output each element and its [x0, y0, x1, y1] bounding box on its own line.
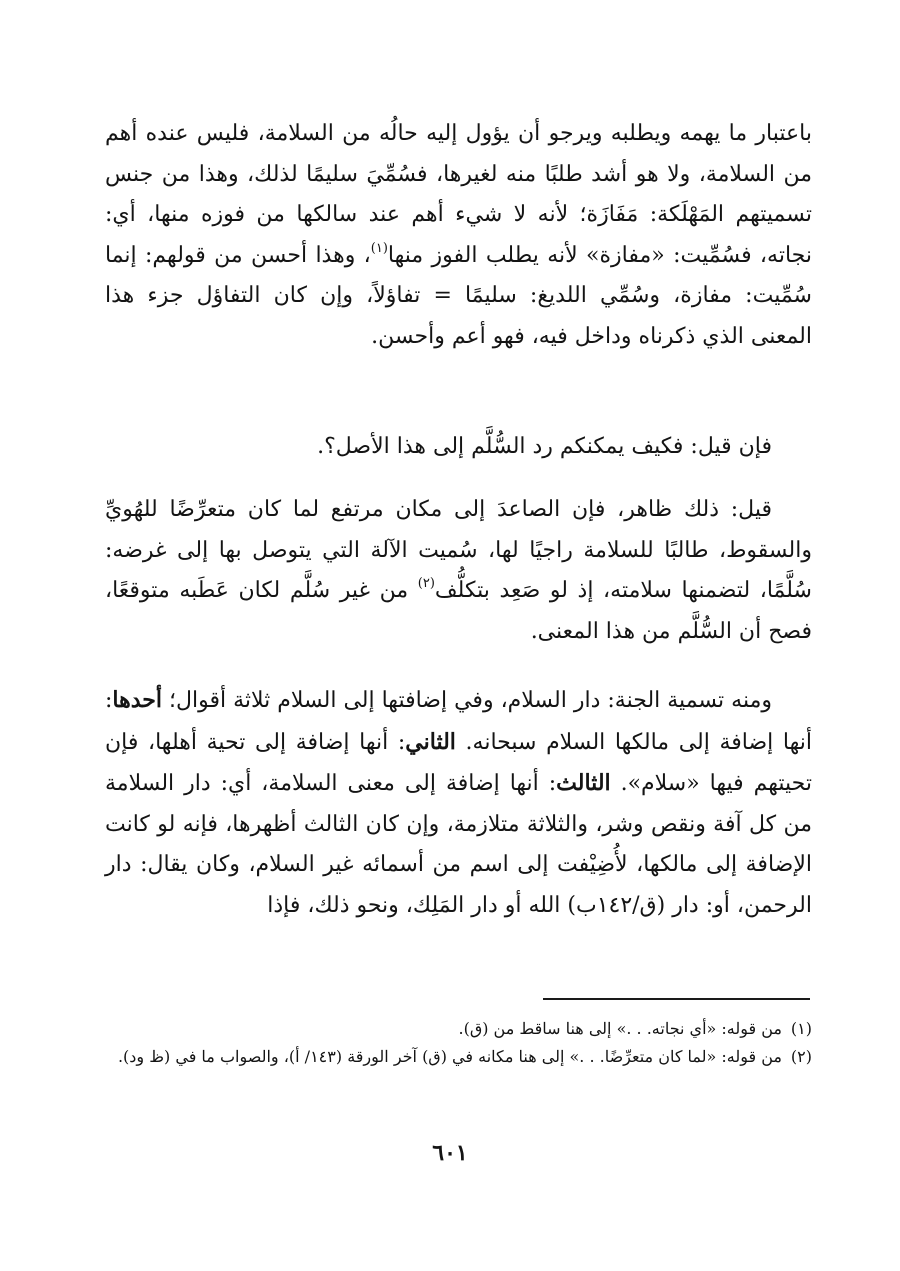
footnote-text: من قوله: «لما كان متعرِّضًا. . .» إلى هنا مكانه في (ق) آخر الورقة (١٤٣/ أ)، والصواب ما في (ظ ود).: [117, 1047, 782, 1066]
paragraph-3-text-rest: من غير سُلَّم لكان عَطَبه متوقعًا، فصح أن السُّلَّم من هذا المعنى.: [105, 578, 812, 644]
footnotes: [105, 1015, 812, 1071]
paragraph-1-text-rest: ، وهذا أحسن من قولهم: إنما سُمِّيت: مفازة، وسُمِّي اللديغ: سليمًا = تفاؤلاً، وإن كان التفاؤل جزء هذا المعنى الذي ذكرناه وداخل فيه، فهو أعم وأحسن.: [105, 242, 812, 349]
footnote-2: [105, 1043, 812, 1071]
footnote-divider: [543, 998, 810, 1000]
paragraph-4: [105, 680, 812, 927]
footnote-ref-1[interactable]: (١): [370, 240, 388, 256]
footnote-number: (١): [790, 1019, 812, 1038]
paragraph-4-text-g: : أنها إضافة إلى معنى السلامة، أي: دار السلامة من كل آفة ونقص وشر، والثلاثة متلازمة، وإن كان الثالث أظهرها، فإنه لو كانت الإضافة إلى مالكها، لأُضِيْفت إلى اسم من أسمائه غير السلام، وكان يقال: دار الرحمن، أو: دار (ق/١٤٢ب) الله أو دار المَلِك، ونحو ذلك، فإذا: [105, 771, 812, 918]
page-number: ٦٠١: [432, 1140, 468, 1166]
paragraph-3: [105, 490, 812, 652]
paragraph-1-text: باعتبار ما يهمه ويطلبه ويرجو أن يؤول إليه حالُه من السلامة، فليس عنده أهم من السلامة، ولا هو أشد طلبًا منه لغيرها، فسُمِّيَ سليمًا لذلك، وهذا من جنس تسميتهم المَهْلَكة: مَفَازَة؛ لأنه لا شيء أهم عند سالكها من فوزه منها، أي: نجاته، فسُمِّيت: «مفازة» لأنه يطلب الفوز منها: [105, 121, 812, 268]
paragraph-2-text: فإن قيل: فكيف يمكنكم رد السُّلَّم إلى هذا الأصل؟.: [317, 434, 772, 459]
paragraph-4-text-e: : أنها إضافة إلى تحية أهلها، فإن تحيتهم فيها «سلام».: [105, 729, 812, 797]
footnote-ref-2[interactable]: (٢): [417, 576, 435, 592]
opinion-two-label: الثاني: [405, 728, 456, 755]
footnote-text: من قوله: «أي نجاته. . .» إلى هنا ساقط من (ق).: [458, 1019, 782, 1038]
paragraph-2: [105, 427, 812, 468]
paragraph-1: [105, 114, 812, 358]
footnote-1: [105, 1015, 812, 1043]
footnote-number: (٢): [790, 1047, 812, 1066]
paragraph-4-text-c: : أنها إضافة إلى مالكها السلام سبحانه.: [105, 688, 812, 755]
paragraph-4-text-a: ومنه تسمية الجنة: دار السلام، وفي إضافتها إلى السلام ثلاثة أقوال؛: [162, 688, 772, 713]
opinion-three-label: الثالث: [556, 770, 611, 797]
paragraph-3-text: قيل: ذلك ظاهر، فإن الصاعدَ إلى مكان مرتفع لما كان متعرِّضًا للهُويِّ والسقوط، طالبًا للسلامة راجيًا لها، سُميت الآلة التي يتوصل بها إلى غرضه: سُلَّمًا، لتضمنها سلامته، إذ لو صَعِد بتكلُّف: [105, 497, 812, 604]
opinion-one-label: أحدها: [112, 687, 162, 713]
